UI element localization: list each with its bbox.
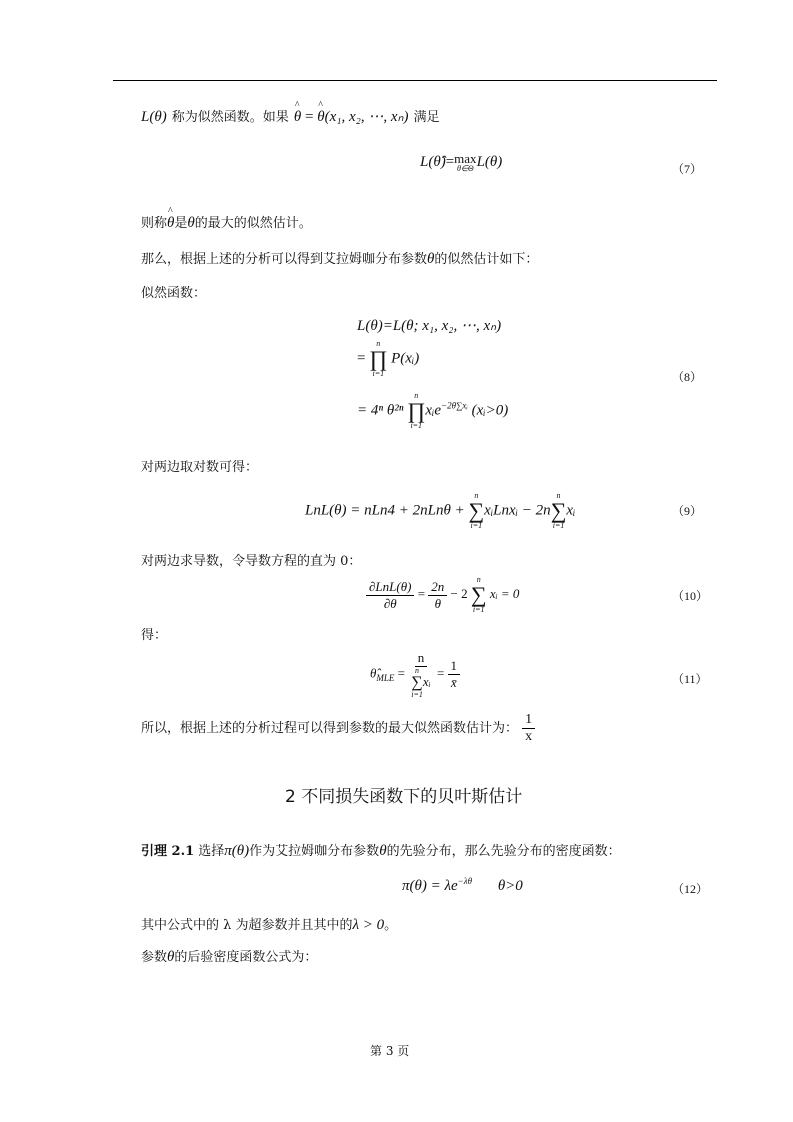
eq8-row3-body: xᵢe (425, 402, 442, 419)
derivative-label: 对两边求导数，令导数方程的直为 0： (141, 554, 362, 569)
likelihood-def-line (141, 106, 440, 126)
eq10-middle: − 2 (450, 585, 468, 601)
theta-symbol-4: θ (167, 949, 175, 965)
theta-symbol-3: θ (379, 843, 387, 859)
intro-text-2: 的似然估计如下： (434, 252, 539, 267)
eq8-row3-exponent: −2θ∑xᵢ (441, 400, 468, 411)
max-operator: max (454, 151, 477, 166)
max-subscript: θ∈Θ (457, 164, 474, 173)
sum1-upper: n (474, 491, 479, 500)
satisfies-text: 满足 (413, 110, 440, 125)
eq8-row2-equals: = (357, 350, 366, 367)
theta-hat: ^ θ (294, 109, 301, 126)
lemma-text-1: 选择 (194, 844, 225, 859)
eq8-row2-body: P(xᵢ) (391, 350, 420, 367)
sum3-lower: i=1 (472, 605, 485, 614)
lemma-label: 引理 2.1 (141, 844, 195, 859)
mle-fraction (522, 712, 535, 745)
equation-number-9: （9） (672, 504, 703, 518)
eq11-lhs-subscript: MLE (376, 673, 395, 684)
hyperparameter-text-1: 其中公式中的 λ 为超参数并且其中的 (141, 918, 353, 933)
sum2-lower: i=1 (552, 521, 565, 530)
header-rule (113, 80, 717, 81)
eq10-num-2: 2n (428, 579, 447, 596)
eq10-num-1: ∂LnL(θ) (366, 579, 414, 596)
lambda-condition: λ > 0 (352, 917, 385, 933)
eq10-den-2: θ (434, 595, 441, 611)
sum-symbol-2: ∑ (550, 498, 567, 523)
eq12-lhs: π(θ) = λe (402, 878, 458, 894)
eq11-frac-1 (408, 650, 433, 699)
theta-symbol-2: θ (427, 251, 435, 267)
equation-8-row-2 (357, 340, 419, 378)
equation-number-7: （7） (672, 162, 703, 176)
eq7-rhs: L(θ) (476, 153, 503, 170)
eq11-equals: = (397, 665, 405, 681)
product-symbol-2: ∏ (407, 398, 426, 423)
mle-def-line (141, 212, 312, 232)
likelihood-label: 似然函数： (141, 286, 207, 301)
page-number: 第 3 页 (370, 1044, 410, 1058)
product-lower: i=1 (372, 369, 385, 378)
mle-def-text-1: 则称 (141, 216, 168, 231)
eq9-lhs: LnL(θ) = nLn4 + 2nLnθ + (305, 502, 465, 519)
eq7-equals: = (445, 153, 455, 170)
hyperparameter-line (141, 914, 397, 934)
eq7-max (454, 152, 476, 173)
mle-conclusion-text: 所以，根据上述的分析过程可以得到参数的最大似然函数估计为： (141, 721, 519, 736)
eq12-condition: θ>0 (497, 878, 523, 894)
section-heading: 2 不同损失函数下的贝叶斯估计 (285, 787, 523, 807)
eq10-frac-1 (366, 579, 414, 612)
equation-7 (420, 152, 502, 173)
sum-symbol-3: ∑ (470, 582, 487, 607)
eq11-num-2: 1 (448, 658, 461, 675)
sum2-upper: n (556, 491, 561, 500)
lemma-text-2: 作为艾拉姆咖分布参数 (249, 844, 380, 859)
equation-9 (305, 492, 575, 530)
sum-symbol-1: ∑ (468, 498, 485, 523)
equals-sign: = (301, 109, 318, 125)
lemma-line (141, 840, 621, 860)
product-upper: n (376, 339, 381, 348)
sample-tuple: (x₁, x₂, ⋯, xₙ) (324, 109, 409, 125)
equation-number-11: （11） (672, 672, 708, 686)
equation-8-row-3 (357, 392, 508, 430)
product-upper-2: n (414, 391, 419, 400)
mle-frac-den: x (525, 729, 533, 744)
eq11-frac-2 (448, 658, 461, 691)
lemma-text-3: 的先验分布，那么先验分布的密度函数： (386, 844, 621, 859)
sum-operator-1 (468, 492, 484, 530)
posterior-line (141, 946, 317, 966)
equation-11 (370, 650, 460, 699)
eq10-end: xᵢ = 0 (489, 585, 520, 601)
product-symbol: ∏ (369, 346, 388, 371)
posterior-text-2: 的后验密度函数公式为： (174, 950, 318, 965)
equation-10 (366, 576, 519, 614)
eq10-frac-2 (428, 579, 447, 612)
sum-operator-4 (411, 667, 423, 699)
sum-operator-2 (551, 492, 567, 530)
eq10-den-1: ∂θ (383, 595, 397, 611)
eq8-row3-prefix: = 4ⁿ θ²ⁿ (357, 402, 404, 419)
eq9-end: xᵢ (566, 502, 576, 519)
eq11-equals-2: = (436, 665, 445, 681)
eq11-den-2: x̄ (450, 675, 457, 690)
equation-number-10: （10） (672, 589, 709, 603)
result-label: 得： (141, 628, 168, 643)
sum3-upper: n (476, 575, 481, 584)
posterior-text-1: 参数 (141, 950, 168, 965)
product-lower-2: i=1 (410, 421, 423, 430)
log-both-sides-label: 对两边取对数可得： (141, 460, 259, 475)
equation-8-row-1: L(θ)=L(θ; x₁, x₂, ⋯, xₙ) (357, 318, 502, 334)
mle-def-text-3: 的最大的似然估计。 (194, 216, 312, 231)
equation-number-8: （8） (672, 370, 703, 384)
likelihood-def-text: 称为似然函数。如果 (171, 110, 289, 125)
mle-conclusion-line (141, 712, 535, 745)
eq9-middle: xᵢLnxᵢ − 2n (484, 502, 551, 519)
eq7-lhs: L(θ̂) (420, 153, 446, 170)
equation-12 (402, 876, 523, 895)
sum-symbol-4: ∑ (411, 674, 423, 691)
eq11-den-body: xᵢ (422, 673, 431, 689)
eq12-exponent: −λθ (457, 876, 473, 886)
sum1-lower: i=1 (470, 521, 483, 530)
eq11-lhs: θ̂ (370, 665, 377, 681)
theta-symbol: θ (187, 215, 195, 231)
product-operator-2 (407, 392, 425, 430)
likelihood-symbol: L(θ) (141, 109, 167, 125)
eq8-row3-condition: (xᵢ>0) (471, 402, 509, 419)
mle-def-text-2: 是 (174, 216, 188, 231)
intro-text-1: 那么，根据上述的分析可以得到艾拉姆咖分布参数 (141, 252, 428, 267)
eq11-num: n (415, 650, 428, 667)
theta-hat-2: ^ θ (317, 109, 324, 126)
eq10-equals: = (417, 585, 426, 601)
intro-line (141, 248, 538, 268)
sum-operator-3 (471, 576, 487, 614)
prior-symbol: π(θ) (224, 843, 250, 859)
sum4-upper: n (415, 666, 420, 675)
theta-hat-3: ^ θ (167, 215, 174, 232)
mle-frac-num: 1 (522, 712, 535, 729)
hyperparameter-text-2: 。 (384, 918, 398, 933)
sum4-lower: i=1 (411, 690, 423, 699)
product-operator (369, 340, 387, 378)
equation-number-12: （12） (672, 882, 709, 896)
